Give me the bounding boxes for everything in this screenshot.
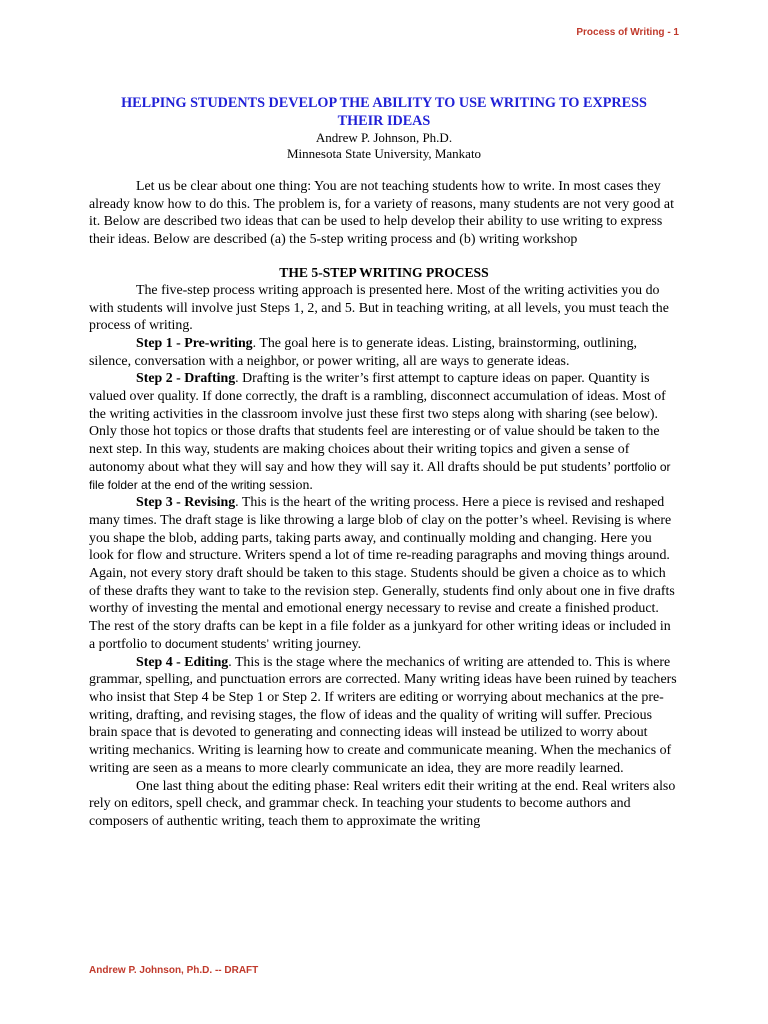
closing-paragraph: One last thing about the editing phase: Real writers edit their writing at the end. Real writers also rely on editors, spell check, and grammar check. In teaching your students to become authors and composers of authentic writing, teach them to approximate the writing (89, 778, 676, 829)
step-2-text-end: session. (265, 477, 313, 493)
author-name: Andrew P. Johnson, Ph.D. (315, 130, 453, 145)
step-1-label: Step 1 - Pre-writing (136, 335, 253, 351)
step-3-paragraph (89, 494, 679, 653)
document-body (89, 94, 679, 831)
step-2-text: . Drafting is the writer’s first attempt to capture ideas on paper. Quantity is valued over quality. If done correctly, the draft is a rambling, disconnect accumulation of ideas. Most of the writing activities in the classroom involve just these first two steps along with sharing (see below). Only those hot topics or those drafts that students feel are interesting or of value should be taken to the next step. In this way, students are making choices about their writing topics and given a sense of autonomy about what they will say and how they will say it. All drafts should be put students’ (89, 371, 666, 475)
intro-paragraph: Let us be clear about one thing: You are not teaching students how to write. In most cases they already know how to do this. The problem is, for a variety of reasons, many students are not very good at it. Below are described two ideas that can be used to help develop their ability to use writing to express their ideas. Below are described (a) the 5-step writing process and (b) writing workshop (89, 179, 674, 248)
step-2-paragraph (89, 370, 679, 494)
author-affiliation: Minnesota State University, Mankato (286, 146, 482, 161)
title-line-2: THEIR IDEAS (337, 113, 431, 129)
section-intro-paragraph: The five-step process writing approach is presented here. Most of the writing activities you do with students will involve just Steps 1, 2, and 5. But in teaching writing, at all levels, you must teach the process of writing. (89, 282, 669, 334)
step-3-text: . This is the heart of the writing process. Here a piece is revised and reshaped many times. The draft stage is like throwing a large blob of clay on the potter’s wheel. Revising is where you shape the blob, adding parts, taking parts away, and continually molding and changing. Here you look for flow and structure. Writers spend a lot of time re-reading paragraphs and moving things around. Again, not every story draft should be taken to this stage. Students should be given a choice as to which of these drafts they want to take to the revision step. Generally, students find only about one in five drafts worthy of investing the mental and emotional energy necessary to revise and create a finished product. The rest of the story drafts can be kept in a file folder as a junkyard for other writing ideas or included in a portfolio to (89, 495, 675, 652)
running-footer: Andrew P. Johnson, Ph.D. -- DRAFT (89, 965, 259, 976)
step-4-text: . This is the stage where the mechanics of writing are attended to. This is where grammar, spelling, and punctuation errors are corrected. Many writing ideas have been ruined by teachers who insist that Step 4 be Step 1 or Step 2. If writers are editing or worrying about mechanics at the pre-writing, drafting, and revising stages, the flow of ideas and the quality of writing will suffer. Precious brain space that is devoted to generating and connecting ideas will instead be utilized to worry about writing mechanics. Writing is learning how to create and communicate meaning. When the mechanics of writing are seen as a means to more clearly communicate an idea, they are more readily learned. (89, 654, 677, 776)
step-4-paragraph (89, 654, 679, 778)
step-4-label: Step 4 - Editing (136, 654, 229, 670)
step-2-label: Step 2 - Drafting (136, 371, 236, 387)
title-line-1: HELPING STUDENTS DEVELOP THE ABILITY TO USE WRITING TO EXPRESS (121, 95, 647, 111)
step-1-paragraph (89, 335, 679, 370)
running-header: Process of Writing - 1 (576, 27, 679, 38)
document-title (89, 94, 679, 130)
step-2-alt-font-run: portfolio or file folder at the end of the writing (89, 459, 671, 492)
step-3-label: Step 3 - Revising (136, 495, 236, 511)
step-3-alt-font-run: document students’ (165, 636, 270, 651)
step-3-text-end: writing journey. (269, 636, 362, 652)
step-1-text: . The goal here is to generate ideas. Listing, brainstorming, outlining, silence, conversation with a neighbor, or power writing, all are ways to generate ideas. (89, 335, 637, 369)
section-heading: THE 5-STEP WRITING PROCESS (279, 264, 489, 280)
